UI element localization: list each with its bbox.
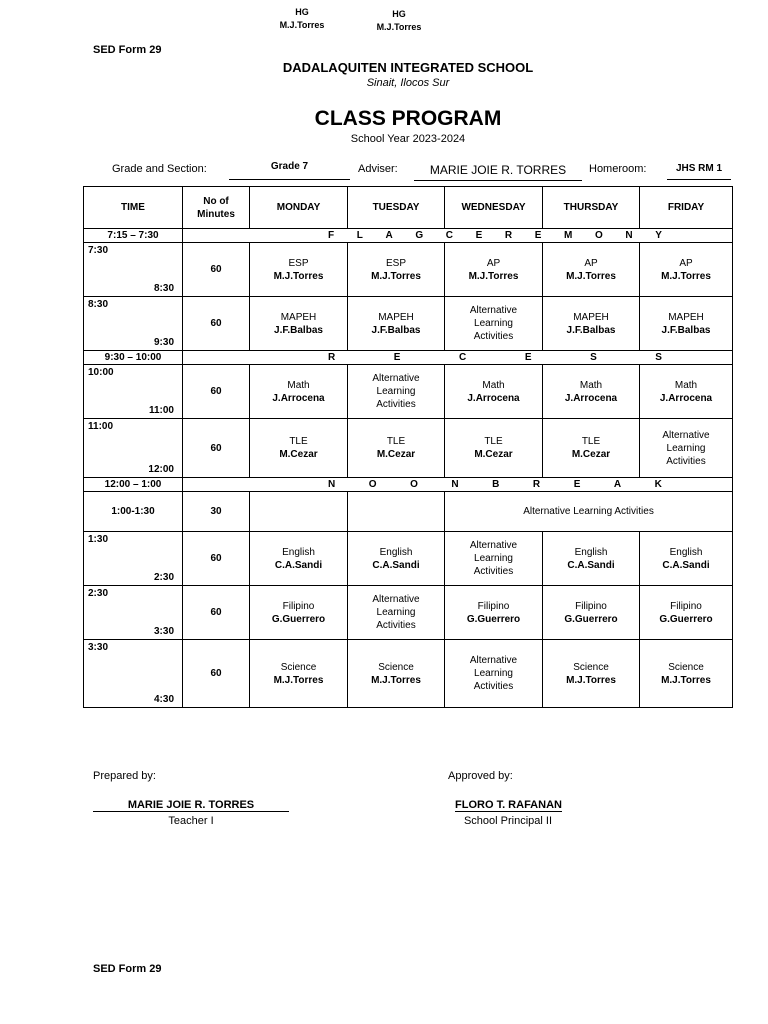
subject-name: Filipino	[282, 600, 315, 612]
schedule-cell	[250, 297, 348, 351]
subject-name: Math	[579, 379, 603, 391]
schedule-cell	[348, 365, 445, 419]
schedule-cell	[445, 365, 543, 419]
schedule-cell	[348, 297, 445, 351]
time-start: 2:30	[88, 588, 109, 599]
subject-name: ESP	[288, 257, 309, 269]
teacher-name: J.Arrocena	[659, 392, 713, 404]
teacher-name: M.Cezar	[376, 449, 416, 460]
noon-row	[84, 478, 733, 492]
time-cell	[84, 419, 183, 478]
subject-name: English	[669, 546, 703, 558]
banner-letter: L	[356, 230, 363, 241]
teacher-name: C.A.Sandi	[662, 559, 710, 571]
teacher-name: M.J.Torres	[566, 674, 616, 686]
time-cell	[84, 532, 183, 586]
table-row	[84, 297, 733, 351]
col-header-monday: MONDAY	[250, 187, 348, 229]
adviser-value: MARIE JOIE R. TORRES	[414, 163, 582, 181]
schedule-cell	[640, 365, 733, 419]
school-location: Sinait, Ilocos Sur	[366, 77, 450, 89]
prepared-by-name: MARIE JOIE R. TORRES	[93, 799, 289, 812]
minutes-cell: 60	[183, 365, 250, 419]
teacher-name: M.J.Torres	[661, 674, 711, 686]
subject-name: Alternative Learning Activities	[469, 655, 518, 692]
time-end: 4:30	[153, 694, 174, 705]
time-end: 9:30	[153, 337, 174, 348]
banner-letter: C	[445, 230, 453, 241]
form-code: SED Form 29	[93, 44, 162, 56]
col-header-minutes	[183, 187, 250, 229]
banner-letter: S	[590, 352, 597, 363]
subject-name: Alternative Learning Activities	[372, 373, 420, 410]
minutes-cell: 60	[183, 640, 250, 708]
flag-row	[84, 229, 733, 243]
header-mark	[369, 8, 429, 34]
banner-letter: E	[524, 352, 532, 363]
banner-letter: E	[393, 352, 401, 363]
minutes-cell: 60	[183, 419, 250, 478]
schedule-cell	[543, 243, 640, 297]
schedule-cell	[640, 297, 733, 351]
teacher-name: M.J.Torres	[273, 270, 324, 282]
schedule-cell	[445, 419, 543, 478]
time-cell	[84, 243, 183, 297]
subject-name: English	[574, 546, 608, 558]
subject-name: MAPEH	[573, 311, 609, 323]
col-header-friday: FRIDAY	[640, 187, 733, 229]
schedule-cell	[348, 586, 445, 640]
subject-name: AP	[486, 257, 501, 269]
schedule-cell	[543, 419, 640, 478]
schedule-cell	[348, 243, 445, 297]
teacher-name: M.J.Torres	[468, 270, 519, 282]
minutes-cell: 60	[183, 532, 250, 586]
grade-value: Grade 7	[229, 161, 350, 180]
schedule-cell	[250, 365, 348, 419]
banner-cell	[183, 229, 733, 243]
recess-row	[84, 351, 733, 365]
table-row	[84, 640, 733, 708]
banner-cell	[183, 478, 733, 492]
approved-by-label: Approved by:	[448, 770, 513, 782]
banner-letter: E	[475, 230, 483, 241]
table-row	[84, 365, 733, 419]
teacher-name: G.Guerrero	[271, 613, 326, 625]
time-end: 3:30	[153, 626, 174, 637]
teacher-name: J.Arrocena	[272, 392, 325, 404]
banner-letter: E	[573, 479, 581, 490]
subject-name: Math	[674, 379, 698, 391]
time-cell: 9:30 – 10:00	[84, 351, 183, 365]
teacher-name: M.J.Torres	[566, 270, 616, 282]
teacher-name: C.A.Sandi	[274, 559, 323, 571]
time-cell	[84, 297, 183, 351]
banner-letter: A	[613, 479, 622, 490]
banner-letter: S	[655, 352, 662, 363]
grade-label: Grade and Section:	[112, 163, 207, 175]
subject-name: English	[282, 546, 315, 558]
subject-name: English	[379, 546, 413, 558]
teacher-name: G.Guerrero	[659, 613, 713, 625]
banner-letter: R	[328, 352, 336, 363]
school-name: DADALAQUITEN INTEGRATED SCHOOL	[282, 60, 534, 75]
schedule-cell	[250, 243, 348, 297]
header-mark	[272, 6, 332, 32]
subject-name: TLE	[386, 436, 406, 447]
col-header-thursday: THURSDAY	[543, 187, 640, 229]
table-row	[84, 243, 733, 297]
teacher-name: C.A.Sandi	[567, 559, 615, 571]
subject-name: AP	[584, 257, 598, 269]
subject-name: Alternative Learning Activities	[469, 305, 518, 342]
schedule-cell	[250, 640, 348, 708]
schedule-cell	[543, 365, 640, 419]
banner-letter: O	[410, 479, 418, 490]
teacher-name: C.A.Sandi	[372, 559, 420, 571]
homeroom-value: JHS RM 1	[667, 163, 731, 180]
schedule-cell	[640, 586, 733, 640]
banner-letter: R	[532, 479, 541, 490]
teacher-name: M.Cezar	[279, 449, 318, 460]
teacher-name: M.J.Torres	[371, 270, 421, 282]
time-cell: 12:00 – 1:00	[84, 478, 183, 492]
schedule-cell	[348, 640, 445, 708]
teacher-name: J.F.Balbas	[274, 324, 323, 336]
schedule-cell	[640, 532, 733, 586]
subject-name: Science	[378, 661, 414, 673]
schedule-cell	[445, 532, 543, 586]
schedule-cell	[250, 586, 348, 640]
banner-letter: A	[385, 230, 393, 241]
schedule-cell	[445, 243, 543, 297]
approved-by-role: School Principal II	[463, 815, 553, 827]
time-start: 1:30	[88, 534, 109, 545]
teacher-name: J.Arrocena	[467, 392, 520, 404]
header-mark-name: M.J.Torres	[376, 22, 422, 32]
subject-name: Math	[287, 379, 310, 391]
col-header-tuesday: TUESDAY	[348, 187, 445, 229]
table-header-row	[84, 187, 733, 229]
col-header-minutes-label: No of Minutes	[197, 195, 235, 220]
school-year: School Year 2023-2024	[350, 133, 466, 145]
subject-name: Math	[482, 379, 505, 391]
teacher-name: M.J.Torres	[661, 270, 711, 282]
subject-name: TLE	[289, 436, 308, 447]
subject-name: Science	[573, 661, 609, 673]
table-row	[84, 586, 733, 640]
minutes-cell: 60	[183, 243, 250, 297]
teacher-name: M.Cezar	[474, 449, 513, 460]
teacher-name: J.Arrocena	[564, 392, 618, 404]
approved-by-name: FLORO T. RAFANAN	[455, 799, 562, 811]
schedule-cell	[445, 297, 543, 351]
schedule-cell	[543, 532, 640, 586]
time-end: 12:00	[148, 464, 174, 475]
col-header-time: TIME	[84, 187, 183, 229]
subject-name: AP	[679, 257, 693, 269]
schedule-cell	[640, 640, 733, 708]
schedule-cell	[445, 586, 543, 640]
banner-letter: O	[368, 479, 377, 490]
empty-cell	[250, 492, 348, 532]
banner-letter: B	[492, 479, 500, 490]
minutes-cell: 30	[183, 492, 250, 532]
time-start: 11:00	[88, 421, 114, 432]
prepared-by-role: Teacher I	[168, 815, 214, 827]
time-cell	[84, 586, 183, 640]
time-end: 8:30	[153, 283, 174, 294]
time-start: 3:30	[88, 642, 109, 653]
banner-letter: Y	[655, 230, 662, 241]
teacher-name: M.J.Torres	[273, 674, 324, 686]
teacher-name: M.Cezar	[571, 449, 611, 460]
subject-name: Filipino	[477, 600, 510, 612]
time-start: 10:00	[88, 367, 114, 378]
schedule-cell	[250, 532, 348, 586]
page-title: CLASS PROGRAM	[314, 107, 502, 130]
minutes-cell: 60	[183, 297, 250, 351]
homeroom-label: Homeroom:	[589, 163, 647, 175]
subject-name: ESP	[385, 257, 406, 269]
lunch-row	[84, 492, 733, 532]
empty-cell	[348, 492, 445, 532]
alternative-activities-cell: Alternative Learning Activities	[445, 492, 733, 532]
teacher-name: G.Guerrero	[466, 613, 521, 625]
header-mark-label: HG	[392, 9, 406, 19]
time-cell	[84, 640, 183, 708]
schedule-cell	[348, 419, 445, 478]
subject-name: Science	[668, 661, 704, 673]
subject-name: Alternative Learning Activities	[469, 540, 518, 577]
schedule-cell	[543, 640, 640, 708]
subject-name: Alternative Learning Activities	[372, 594, 420, 631]
time-start: 7:30	[88, 245, 109, 256]
time-cell: 7:15 – 7:30	[84, 229, 183, 243]
banner-letter: F	[328, 230, 335, 241]
teacher-name: J.F.Balbas	[566, 324, 616, 336]
banner-letter: N	[625, 230, 633, 241]
table-row	[84, 532, 733, 586]
teacher-name: G.Guerrero	[564, 613, 618, 625]
subject-name: Science	[280, 661, 317, 673]
banner-letter: O	[595, 230, 603, 241]
prepared-by-label: Prepared by:	[93, 770, 156, 782]
banner-letter: K	[654, 479, 662, 490]
class-schedule-table	[83, 186, 733, 708]
schedule-cell	[640, 243, 733, 297]
teacher-name: J.F.Balbas	[371, 324, 421, 336]
subject-name: Alternative Learning Activities	[662, 429, 710, 467]
time-end: 2:30	[153, 572, 174, 583]
banner-letter: C	[459, 352, 467, 363]
subject-name: Filipino	[670, 600, 702, 612]
banner-letter: N	[328, 479, 336, 490]
subject-name: MAPEH	[280, 311, 317, 323]
schedule-cell	[250, 419, 348, 478]
schedule-cell	[445, 640, 543, 708]
banner-cell	[183, 351, 733, 365]
time-cell: 1:00-1:30	[84, 492, 183, 532]
schedule-cell	[543, 297, 640, 351]
time-start: 8:30	[88, 299, 109, 310]
subject-name: Filipino	[575, 600, 607, 612]
banner-letter: G	[415, 230, 424, 241]
adviser-label: Adviser:	[358, 163, 398, 175]
header-mark-name: M.J.Torres	[279, 20, 325, 30]
teacher-name: J.F.Balbas	[661, 324, 711, 336]
footer-form-code: SED Form 29	[93, 963, 162, 975]
banner-letter: R	[504, 230, 513, 241]
subject-name: TLE	[484, 436, 503, 447]
subject-name: MAPEH	[378, 311, 414, 323]
banner-letter: E	[534, 230, 542, 241]
header-mark-label: HG	[295, 7, 309, 17]
schedule-cell	[348, 532, 445, 586]
subject-name: TLE	[581, 436, 601, 447]
subject-name: MAPEH	[668, 311, 704, 323]
col-header-wednesday: WEDNESDAY	[445, 187, 543, 229]
banner-letter: N	[451, 479, 459, 490]
schedule-cell	[543, 586, 640, 640]
table-row	[84, 419, 733, 478]
teacher-name: M.J.Torres	[371, 674, 421, 686]
banner-letter: M	[564, 230, 573, 241]
minutes-cell: 60	[183, 586, 250, 640]
schedule-cell	[640, 419, 733, 478]
time-end: 11:00	[148, 405, 174, 416]
time-cell	[84, 365, 183, 419]
